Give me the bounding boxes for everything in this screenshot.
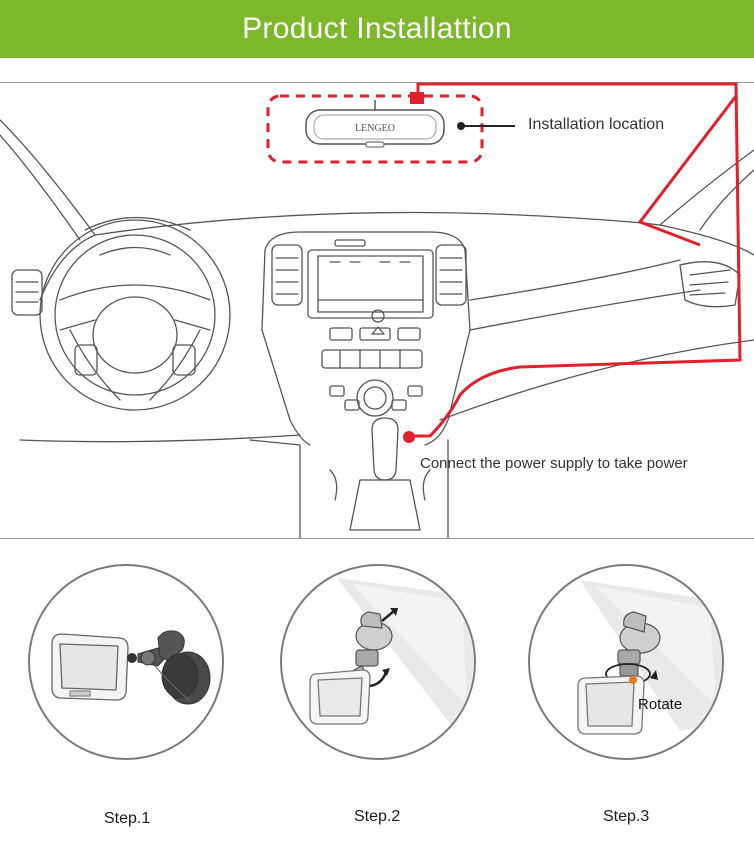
mirror-brand: LENGEO [355,123,395,134]
page-title: Product Installattion [242,12,512,45]
rotate-annotation: Rotate [638,696,683,713]
divider-bottom [0,538,754,539]
step-2-label: Step.2 [354,808,401,825]
power-socket-marker [403,431,415,443]
header-banner [0,0,754,58]
installation-location-label: Installation location [528,116,665,133]
step-3-illustration [528,564,724,760]
step-3-label: Step.3 [603,808,650,825]
power-supply-label: Connect the power supply to take power [420,455,688,472]
step-1-label: Step.1 [104,810,151,827]
camera-mount-marker [410,92,424,104]
power-cable [409,84,740,436]
step-1-illustration [28,564,224,760]
step-2-illustration [280,564,476,760]
